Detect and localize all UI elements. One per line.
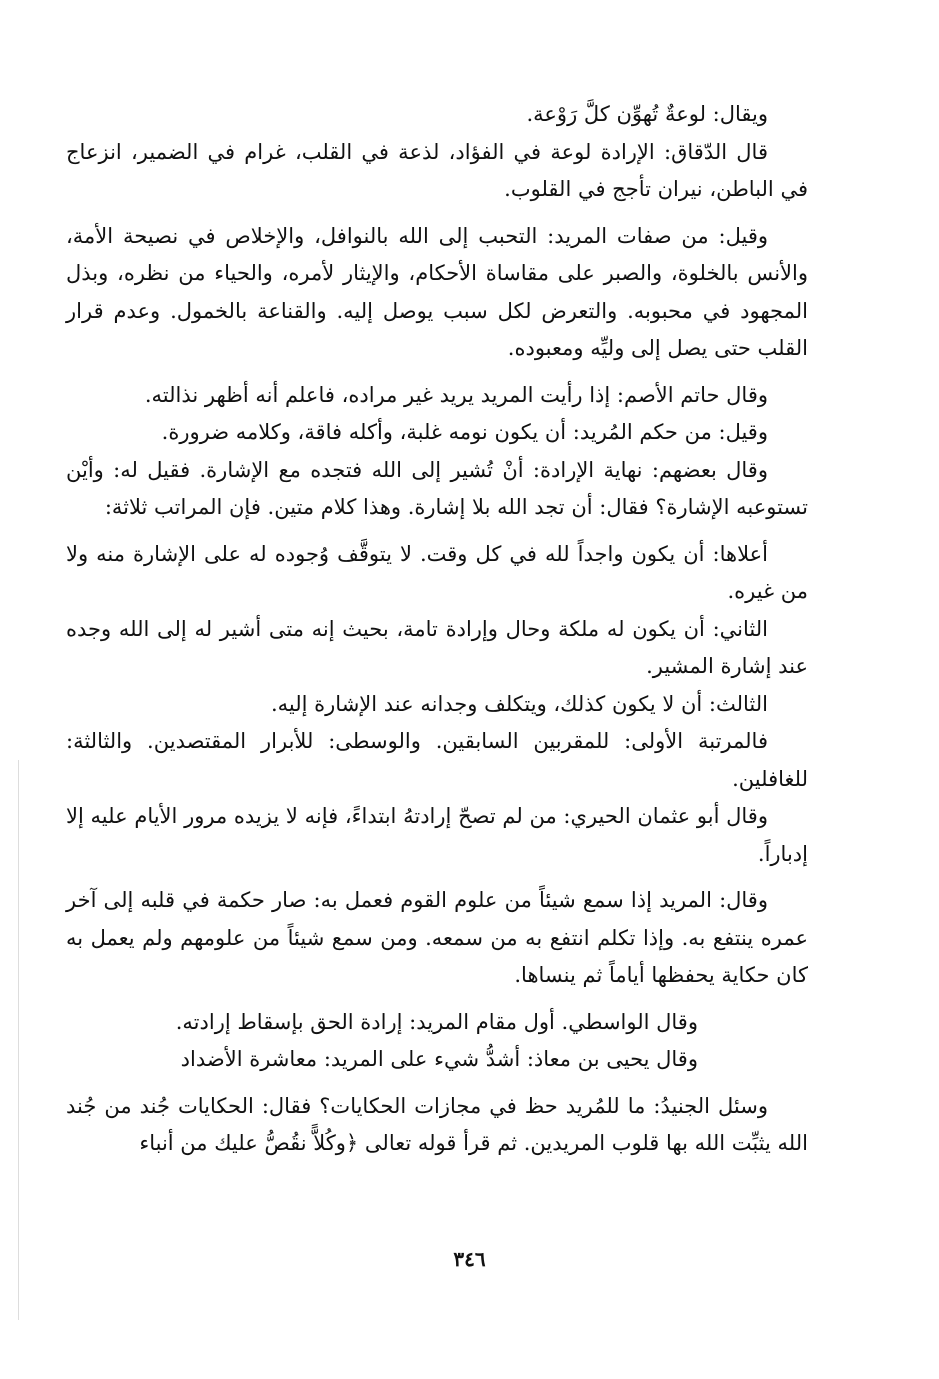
paragraph: وقال يحيى بن معاذ: أشدُّ شيء على المريد: معاشرة الأضداد xyxy=(180,1047,698,1071)
paragraph: وسئل الجنيدُ: ما للمُريد حظ في مجازات الحكايات؟ فقال: الحكايات جُند من جُند الله يثبِّت الله بها قلوب المريدين. ثم قرأ قوله تعالى ﴿وكُلاًّ نقُصُّ عليك من أنباء xyxy=(66,1093,808,1155)
paragraph: وقال بعضهم: نهاية الإرادة: أنْ تُشير إلى الله فتجده مع الإشارة. فقيل له: وأيْن تستوعبه الإشارة؟ فقال: أن تجد الله بلا إشارة. وهذا كلام متين. فإن المراتب ثلاثة: xyxy=(66,457,808,519)
page-number: ٣٤٦ xyxy=(453,1247,486,1271)
paragraph: الثالث: أن لا يكون كذلك، ويتكلف وجدانه عند الإشارة إليه. xyxy=(270,691,768,716)
scan-margin-line xyxy=(18,760,19,1320)
paragraph: وقال أبو عثمان الحيري: من لم تصحّ إرادتهُ ابتداءً، فإنه لا يزيده مرور الأيام عليه إلا إدباراً. xyxy=(66,804,808,866)
paragraph: ويقال: لوعةٌ تُهوِّن كلَّ رَوْعة. xyxy=(526,102,768,126)
paragraph: وقال الواسطي. أول مقام المريد: إرادة الحق بإسقاط إرادته. xyxy=(175,1009,698,1034)
paragraph: قال الدّقاق: الإرادة لوعة في الفؤاد، لذعة في القلب، غرام في الضمير، انزعاج في الباطن، نيران تأجج في القلوب. xyxy=(66,139,808,201)
paragraph: وقال: المريد إذا سمع شيئاً من علوم القوم فعمل به: صار حكمة في قلبه إلى آخر عمره ينتفع به. وإذا تكلم انتفع به من سمعه. ومن سمع شيئاً من علومهم ولم يعمل به كان حكاية يحفظها أياماً ثم ينساها. xyxy=(66,888,808,987)
paragraph: الثاني: أن يكون له ملكة وحال وإرادة تامة، بحيث إنه متى أشير له إلى الله وجده عند إشارة المشير. xyxy=(66,616,808,678)
paragraph: فالمرتبة الأولى: للمقربين السابقين. والوسطى: للأبرار المقتصدين. والثالثة: للغافلين. xyxy=(66,729,808,791)
page-body-text xyxy=(66,96,808,1163)
paragraph: وقيل: من صفات المريد: التحبب إلى الله بالنوافل، والإخلاص في نصيحة الأمة، والأنس بالخلوة، والصبر على مقاساة الأحكام، والإيثار لأمره، والحياء من نظره، وبذل المجهود في محبوبه. والتعرض لكل سبب يوصل إليه. والقناعة بالخمول. وعدم قرار القلب حتى يصل إلى وليِّه ومعبوده. xyxy=(66,223,808,360)
paragraph: أعلاها: أن يكون واجداً لله في كل وقت. لا يتوقَّف وُجوده له على الإشارة منه ولا من غيره. xyxy=(66,541,808,603)
paragraph: وقيل: من حكم المُريد: أن يكون نومه غلبة، وأكله فاقة، وكلامه ضرورة. xyxy=(161,420,768,444)
paragraph: وقال حاتم الأصم: إذا رأيت المريد يريد غير مراده، فاعلم أنه أظهر نذالته. xyxy=(144,382,768,407)
